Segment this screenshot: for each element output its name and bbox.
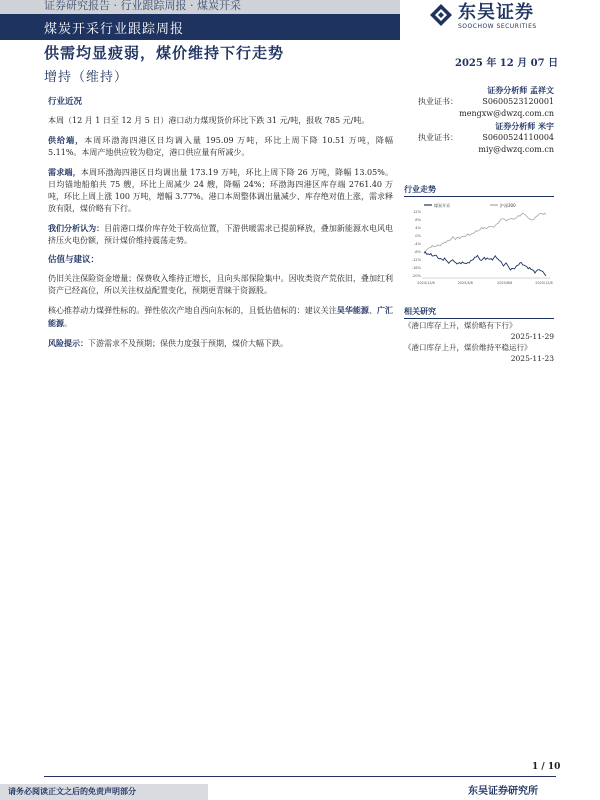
analyst-1-license-label: 执业证书： [418, 97, 458, 106]
header-category: 证券研究报告 · 行业跟踪周报 · 煤炭开采 [44, 0, 241, 12]
y-tick-label: 4% [415, 226, 421, 231]
section-heading-industry: 行业近况 [48, 97, 83, 107]
x-tick-label: 2025/12/6 [535, 281, 553, 285]
section-heading-valuation: 估值与建议： [48, 255, 100, 265]
footer-divider [44, 776, 556, 777]
y-tick-label: 0% [415, 234, 421, 239]
paragraph-risk [48, 337, 393, 350]
header-report-type-bar [0, 14, 400, 40]
recommend-end: 。 [64, 319, 72, 328]
risk-text: 下游需求不及预期；保供力度强于预期，煤价大幅下跌。 [88, 339, 288, 348]
paragraph-supply [48, 134, 393, 159]
y-tick-label: -12% [411, 258, 421, 263]
analyst-2-license-no: S0600524110004 [482, 133, 554, 142]
logo-text-cn: 东吴证券 [458, 2, 534, 23]
analyst-panel [418, 84, 554, 156]
analysis-text: 目前港口煤价库存处于较高位置，下游供暖需求已提前释放，叠加新能源水电风电挤压火电份额，预计煤价维持震荡走势。 [48, 224, 394, 245]
series-a-line [424, 252, 546, 276]
related-item-2-title[interactable]: 《港口库存上升，煤价维持平稳运行》 [404, 343, 532, 352]
y-tick-label: -4% [414, 242, 421, 247]
related-item-2-date: 2025-11-23 [510, 354, 554, 363]
related-divider [404, 318, 554, 319]
logo-mark-icon [428, 2, 454, 28]
legend-a-label: 煤炭开采 [434, 203, 450, 208]
x-axis-ticks [417, 281, 552, 285]
recommend-text: 核心推荐动力煤弹性标的。弹性依次产地自西向东标的，且低估值标的：建议关注 [48, 306, 337, 315]
series-b-line [424, 213, 546, 252]
analyst-2-license [418, 132, 554, 144]
analyst-1-license [418, 96, 554, 108]
supply-text: 本周环渤海四港区日均调入量 195.09 万吨，环比上周下降 10.51 万吨，降幅 5.11%。本周产地供应较为稳定，港口供应量有所减少。 [48, 136, 393, 157]
demand-lead: 需求端， [48, 167, 81, 177]
related-list [404, 320, 554, 364]
analyst-1-email[interactable]: mengxw@dwzq.com.cn [459, 109, 554, 118]
legend-b-label: 沪深300 [500, 203, 516, 208]
recommend-sep: 、 [368, 306, 377, 315]
x-tick-label: 2025/8/6 [497, 281, 513, 285]
trend-chart [404, 200, 554, 286]
paragraph-insurance: 仍旧关注保险资金增量；保费收入维持正增长，且向头部保险集中。因收类资产荒依旧，叠加红利资产已经高位，所以关注权益配置变化，预期更青睐于资源股。 [48, 274, 393, 295]
related-item-1-date: 2025-11-29 [510, 332, 554, 341]
logo-text-en: SOOCHOW SECURITIES [458, 23, 537, 30]
paragraph-recommend [48, 304, 393, 330]
header-category-bar [0, 0, 400, 14]
related-item-1-title[interactable]: 《港口库存上升，煤价略有下行》 [404, 321, 517, 330]
supply-lead: 供给端， [48, 135, 85, 145]
y-axis-ticks [412, 210, 422, 278]
report-date: 2025 年 12 月 07 日 [455, 58, 559, 69]
y-tick-label: 12% [413, 210, 421, 215]
trend-divider [404, 196, 554, 197]
demand-text: 本周环渤海四港区日均调出量 173.19 万吨，环比上周下降 26 万吨，降幅 13.05%。日均锚地船舶共 75 艘，环比上周减少 24 艘，降幅 24%；环渤海四港区库存端 2761.40 万吨，环比上周上涨 100 万吨，增幅 3.77%。港口本周整体调出量减少、库存绝对值上涨，需求释放有限，煤价略有下行。 [48, 168, 394, 213]
paragraph-price: 本周（12 月 1 日至 12 月 5 日）港口动力煤现货价环比下跌 31 元/吨，报收 785 元/吨。 [48, 116, 370, 125]
trend-heading: 行业走势 [404, 184, 436, 194]
risk-lead: 风险提示： [48, 338, 88, 348]
y-tick-label: -20% [411, 274, 421, 279]
footer-org: 东吴证券研究所 [468, 786, 538, 797]
y-tick-label: 8% [415, 218, 421, 223]
paragraph-demand [48, 166, 393, 215]
main-content [48, 96, 393, 357]
brand-logo [428, 0, 568, 34]
stock-guanghui: 广汇能源 [48, 305, 394, 328]
disclaimer-bar [0, 784, 208, 800]
analyst-2-license-label: 执业证书： [418, 133, 458, 142]
analyst-1-license-no: S0600523120001 [482, 97, 554, 106]
page-number: 1 / 10 [532, 762, 561, 772]
y-tick-label: -16% [411, 266, 421, 271]
stock-haohua: 昊华能源 [336, 305, 369, 315]
x-tick-label: 2024/12/6 [417, 281, 435, 285]
analyst-1-title: 证券分析师 孟祥文 [487, 85, 554, 95]
x-tick-label: 2025/4/6 [457, 281, 473, 285]
analyst-2-title: 证券分析师 米宇 [495, 121, 554, 131]
y-tick-label: -8% [414, 250, 421, 255]
header-report-type: 煤炭开采行业跟踪周报 [44, 22, 185, 37]
rating: 增持（维持） [44, 70, 129, 85]
analyst-2-email[interactable]: miy@dwzq.com.cn [478, 145, 554, 154]
disclaimer-text: 请务必阅读正文之后的免责声明部分 [8, 786, 136, 796]
analysis-lead: 我们分析认为： [48, 223, 105, 233]
paragraph-analysis [48, 222, 393, 247]
page-title: 供需均显疲弱，煤价维持下行走势 [44, 44, 285, 62]
related-heading: 相关研究 [404, 306, 436, 316]
